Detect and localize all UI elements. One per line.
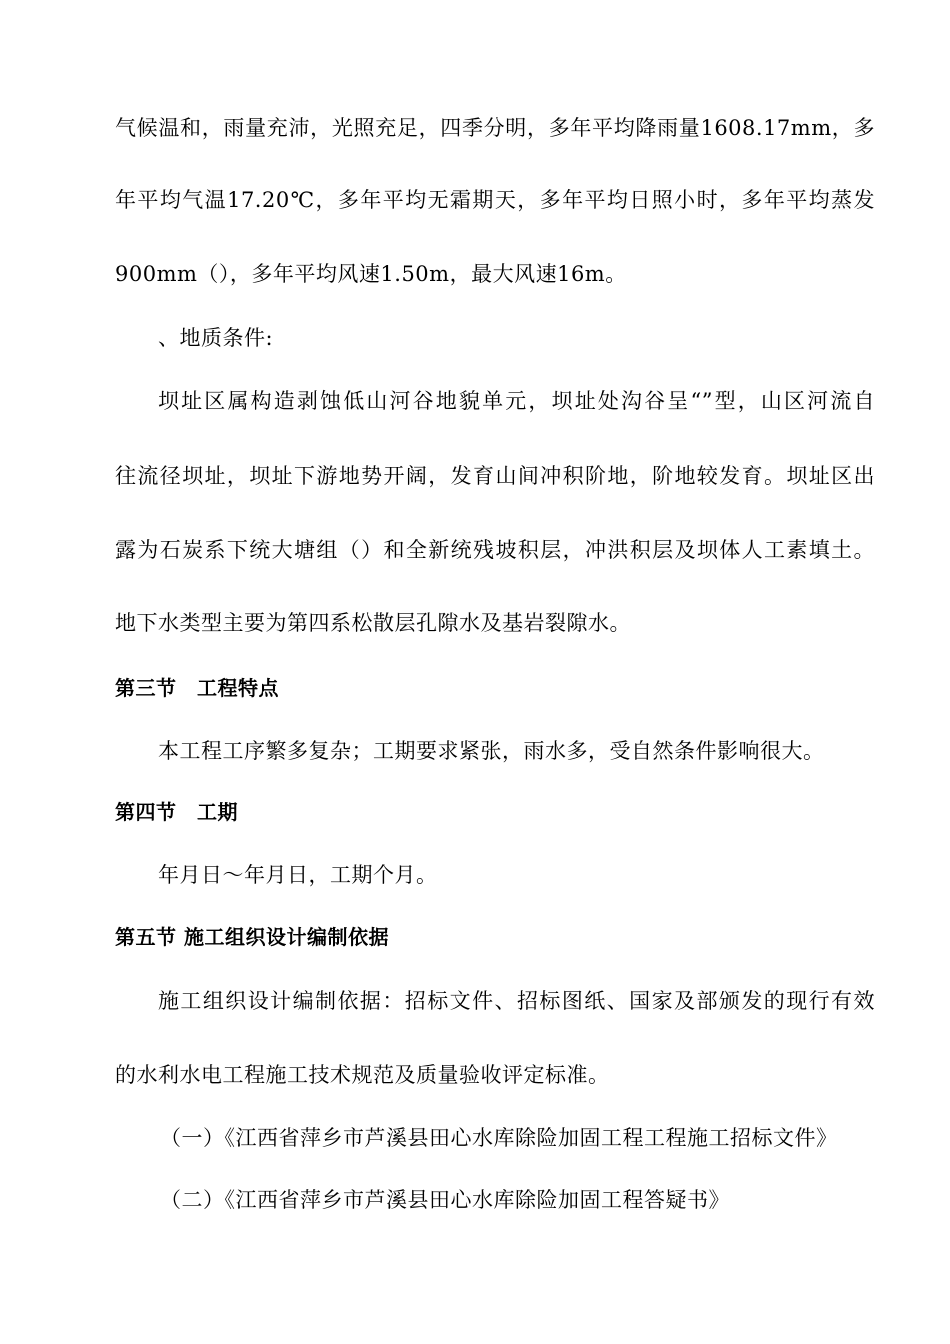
basis-item-1: （一）《江西省萍乡市芦溪县田心水库除险加固工程工程施工招标文件》 bbox=[160, 1126, 838, 1150]
section-4-heading: 第四节 工期 bbox=[115, 800, 238, 824]
geology-line-2: 往流径坝址，坝址下游地势开阔，发育山间冲积阶地，阶地较发育。坝址区出 bbox=[115, 464, 875, 488]
section-3-heading: 第三节 工程特点 bbox=[115, 676, 279, 700]
climate-line-2: 年平均气温17.20℃，多年平均无霜期天，多年平均日照小时，多年平均蒸发 bbox=[115, 188, 875, 212]
section-3-text: 本工程工序繁多复杂；工期要求紧张，雨水多，受自然条件影响很大。 bbox=[158, 739, 825, 763]
climate-line-3: 900mm（），多年平均风速1.50m，最大风速16m。 bbox=[115, 262, 627, 286]
geology-line-3: 露为石炭系下统大塘组（）和全新统残坡积层，冲洪积层及坝体人工素填土。 bbox=[115, 538, 875, 562]
section-4-text: 年月日～年月日，工期个月。 bbox=[158, 863, 438, 887]
geology-title: 、地质条件: bbox=[158, 326, 274, 350]
section-5-text-line-1: 施工组织设计编制依据：招标文件、招标图纸、国家及部颁发的现行有效 bbox=[158, 989, 875, 1013]
geology-line-4: 地下水类型主要为第四系松散层孔隙水及基岩裂隙水。 bbox=[115, 611, 631, 635]
section-5-heading: 第五节 施工组织设计编制依据 bbox=[115, 925, 389, 949]
geology-line-1: 坝址区属构造剥蚀低山河谷地貌单元，坝址处沟谷呈“”型，山区河流自 bbox=[158, 389, 875, 413]
basis-item-2: （二）《江西省萍乡市芦溪县田心水库除险加固工程答疑书》 bbox=[160, 1188, 730, 1212]
section-5-text-line-2: 的水利水电工程施工技术规范及质量验收评定标准。 bbox=[115, 1063, 610, 1087]
climate-line-1: 气候温和，雨量充沛，光照充足，四季分明，多年平均降雨量1608.17mm，多 bbox=[115, 116, 875, 140]
